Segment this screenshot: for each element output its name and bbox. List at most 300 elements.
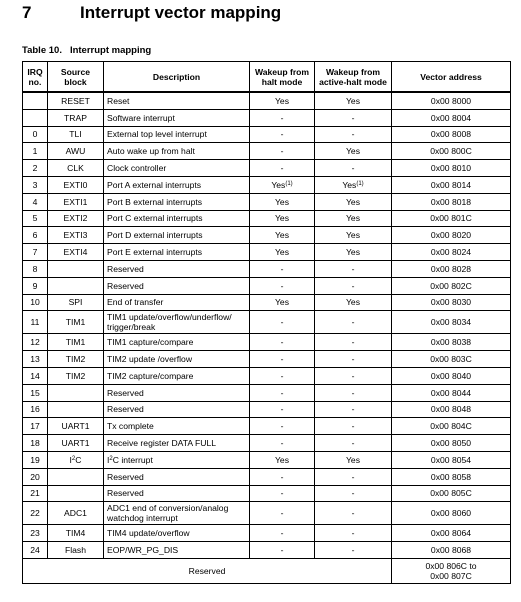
description-cell-text: TIM4 update/overflow — [107, 528, 190, 539]
irq-number-cell-text: 1 — [32, 146, 38, 157]
source-block-cell-text: RESET — [61, 95, 90, 106]
irq-number-cell-text: 16 — [30, 404, 40, 415]
description-cell-text: EOP/WR_PG_DIS — [107, 545, 179, 556]
vector-address-cell — [392, 160, 511, 177]
description-cell-text-tail: C interrupt — [112, 454, 153, 465]
vector-address-cell — [392, 451, 511, 468]
description-cell-text: Port C external interrupts — [107, 213, 203, 224]
wakeup-halt-cell-text: - — [280, 354, 284, 365]
description-cell-text: Port E external interrupts — [107, 247, 203, 258]
source-block-cell-text: TRAP — [64, 112, 87, 123]
table-row — [23, 351, 511, 368]
vector-address-cell-text: 0x00 8044 — [430, 387, 472, 398]
wakeup-active-halt-cell-text: Yes — [342, 179, 357, 190]
wakeup-active-halt-cell-text: Yes — [345, 196, 361, 207]
wakeup-active-halt-cell-text: Yes — [345, 213, 361, 224]
wakeup-halt-cell-text: Yes — [271, 179, 286, 190]
wakeup-halt-cell-text: - — [280, 438, 284, 449]
source-block-cell-text: SPI — [68, 297, 83, 308]
wakeup-halt-cell — [250, 525, 315, 542]
table-row — [23, 244, 511, 261]
vector-address-cell — [392, 334, 511, 351]
wakeup-active-halt-cell — [315, 210, 392, 227]
vector-address-cell-text: 0x00 8058 — [430, 471, 472, 482]
vector-address-cell-text: 0x00 803C — [430, 354, 472, 365]
vector-address-cell — [392, 260, 511, 277]
source-block-cell-text: TIM1 — [65, 317, 86, 328]
irq-number-cell — [23, 143, 48, 160]
description-cell — [104, 92, 250, 109]
wakeup-active-halt-cell-text: - — [351, 112, 355, 123]
description-cell — [104, 294, 250, 311]
wakeup-active-halt-cell — [315, 294, 392, 311]
description-cell — [104, 244, 250, 261]
description-cell-text: Reserved — [107, 471, 144, 482]
wakeup-halt-cell-text: - — [280, 163, 284, 174]
irq-number-cell-text: 9 — [32, 280, 38, 291]
wakeup-halt-cell-text: - — [280, 545, 284, 556]
wakeup-halt-cell — [250, 176, 315, 193]
table-row — [23, 418, 511, 435]
vector-address-cell — [392, 193, 511, 210]
reserved-range-vector-start: 0x00 806C to — [425, 560, 477, 571]
table-row — [23, 109, 511, 126]
table-row — [23, 277, 511, 294]
irq-number-cell-text: 22 — [30, 508, 40, 519]
vector-address-cell — [392, 502, 511, 525]
description-cell-text: End of transfer — [107, 297, 164, 308]
wakeup-halt-cell-text: - — [280, 146, 284, 157]
wakeup-halt-cell — [250, 334, 315, 351]
description-cell-text: Receive register DATA FULL — [107, 438, 217, 449]
description-cell-text: Port B external interrupts — [107, 196, 203, 207]
source-block-cell — [48, 311, 104, 334]
wakeup-active-halt-cell-text: - — [351, 545, 355, 556]
source-block-cell — [48, 435, 104, 452]
description-cell — [104, 160, 250, 177]
wakeup-active-halt-cell-text: - — [351, 280, 355, 291]
irq-number-cell-text: 23 — [30, 528, 40, 539]
vector-address-cell-text: 0x00 8018 — [430, 196, 472, 207]
source-block-cell — [48, 160, 104, 177]
source-block-cell-text: TLI — [69, 129, 82, 140]
wakeup-active-halt-cell-text: - — [351, 528, 355, 539]
wakeup-halt-cell-text: Yes — [274, 213, 290, 224]
irq-number-cell — [23, 126, 48, 143]
wakeup-active-halt-cell — [315, 351, 392, 368]
wakeup-halt-cell — [250, 384, 315, 401]
wakeup-halt-cell — [250, 485, 315, 502]
vector-address-cell — [392, 435, 511, 452]
vector-address-cell-text: 0x00 8040 — [430, 370, 472, 381]
wakeup-halt-cell-text: - — [280, 280, 284, 291]
vector-address-cell — [392, 244, 511, 261]
vector-address-cell-text: 0x00 804C — [430, 421, 472, 432]
irq-number-cell-text: 3 — [32, 179, 38, 190]
source-block-cell-text: CLK — [67, 163, 84, 174]
source-block-cell-text: EXTI3 — [63, 230, 88, 241]
source-block-cell-text: I — [69, 454, 72, 465]
wakeup-active-halt-cell — [315, 160, 392, 177]
wakeup-active-halt-cell — [315, 227, 392, 244]
irq-number-cell-text: 18 — [30, 438, 40, 449]
source-block-cell — [48, 502, 104, 525]
section-title: Interrupt vector mapping — [80, 3, 282, 22]
source-block-cell — [48, 418, 104, 435]
table-row — [23, 92, 511, 109]
vector-address-cell — [392, 294, 511, 311]
vector-address-cell — [392, 311, 511, 334]
description-cell — [104, 502, 250, 525]
description-cell-text: Auto wake up from halt — [107, 146, 195, 157]
irq-number-cell — [23, 384, 48, 401]
source-block-cell-text: EXTI0 — [63, 179, 88, 190]
header-source-block: Source block — [48, 62, 104, 93]
header-wakeup-active-halt: Wakeup from active-halt mode — [315, 62, 392, 93]
source-block-cell — [48, 294, 104, 311]
description-cell-superscript: 2 — [109, 455, 113, 462]
wakeup-active-halt-cell-text: - — [351, 438, 355, 449]
description-cell-text: TIM2 capture/compare — [107, 370, 194, 381]
vector-address-cell-text: 0x00 8028 — [430, 263, 472, 274]
wakeup-halt-cell — [250, 401, 315, 418]
irq-number-cell-text: 6 — [32, 230, 38, 241]
wakeup-halt-cell-text: - — [280, 488, 284, 499]
vector-address-cell — [392, 227, 511, 244]
wakeup-active-halt-cell — [315, 401, 392, 418]
wakeup-halt-cell-text: - — [280, 263, 284, 274]
irq-number-cell — [23, 210, 48, 227]
irq-number-cell-text: 15 — [30, 387, 40, 398]
source-block-cell — [48, 485, 104, 502]
description-cell — [104, 367, 250, 384]
description-cell-text: ADC1 end of conversion/analog watchdog interrupt — [107, 503, 229, 524]
reserved-range-vector — [392, 558, 511, 583]
source-block-cell — [48, 451, 104, 468]
source-block-cell — [48, 109, 104, 126]
table-row — [23, 451, 511, 468]
irq-number-cell — [23, 260, 48, 277]
table-row — [23, 502, 511, 525]
source-block-cell — [48, 334, 104, 351]
wakeup-active-halt-cell — [315, 418, 392, 435]
description-cell-text: I — [107, 454, 110, 465]
source-block-cell-text: AWU — [65, 146, 86, 157]
description-cell-text: Reset — [107, 95, 130, 106]
source-block-cell — [48, 384, 104, 401]
header-description: Description — [104, 62, 250, 93]
vector-address-cell — [392, 485, 511, 502]
wakeup-halt-cell — [250, 311, 315, 334]
wakeup-halt-cell — [250, 227, 315, 244]
description-cell — [104, 227, 250, 244]
table-caption-label: Table 10. — [22, 45, 62, 56]
source-block-cell-superscript: 2 — [71, 455, 76, 462]
wakeup-active-halt-cell-text: Yes — [345, 247, 361, 258]
vector-address-cell-text: 0x00 8000 — [430, 95, 472, 106]
vector-address-cell-text: 0x00 8020 — [430, 230, 472, 241]
description-cell-text: Reserved — [107, 263, 144, 274]
description-cell — [104, 143, 250, 160]
wakeup-halt-cell-text: - — [280, 471, 284, 482]
table-row — [23, 542, 511, 559]
wakeup-active-halt-cell — [315, 260, 392, 277]
table-row — [23, 210, 511, 227]
irq-number-cell-text: 10 — [30, 297, 40, 308]
description-cell-text: External top level interrupt — [107, 129, 207, 140]
wakeup-active-halt-cell — [315, 525, 392, 542]
source-block-cell — [48, 468, 104, 485]
vector-address-cell-text: 0x00 8024 — [430, 247, 472, 258]
irq-number-cell — [23, 109, 48, 126]
source-block-cell-text-tail: C — [75, 454, 82, 465]
vector-address-cell — [392, 418, 511, 435]
irq-number-cell-text: 7 — [32, 247, 38, 258]
wakeup-active-halt-cell — [315, 485, 392, 502]
vector-address-cell-text: 0x00 8068 — [430, 545, 472, 556]
irq-number-cell-text: 5 — [32, 213, 38, 224]
vector-address-cell-text: 0x00 8030 — [430, 297, 472, 308]
table-row — [23, 435, 511, 452]
interrupt-mapping-table — [22, 61, 511, 584]
wakeup-halt-cell-text: - — [280, 112, 284, 123]
description-cell-text: Tx complete — [107, 421, 154, 432]
description-cell — [104, 334, 250, 351]
wakeup-halt-cell — [250, 418, 315, 435]
table-row — [23, 334, 511, 351]
description-cell — [104, 277, 250, 294]
irq-number-cell-text: 20 — [30, 471, 40, 482]
vector-address-cell — [392, 525, 511, 542]
description-cell-text: Port A external interrupts — [107, 179, 202, 190]
table-header-row — [23, 62, 511, 93]
description-cell — [104, 210, 250, 227]
description-cell-text: Port D external interrupts — [107, 230, 203, 241]
table-row — [23, 468, 511, 485]
wakeup-active-halt-cell — [315, 176, 392, 193]
source-block-cell — [48, 143, 104, 160]
vector-address-cell-text: 0x00 8034 — [430, 317, 472, 328]
table-row-reserved-range — [23, 558, 511, 583]
vector-address-cell-text: 0x00 800C — [430, 146, 472, 157]
source-block-cell-text: EXTI2 — [63, 213, 88, 224]
wakeup-active-halt-cell-text: Yes — [345, 230, 361, 241]
irq-number-cell — [23, 418, 48, 435]
wakeup-active-halt-cell-text: - — [351, 404, 355, 415]
description-cell-text: Software interrupt — [107, 112, 175, 123]
wakeup-halt-cell-text: Yes — [274, 95, 290, 106]
vector-address-cell — [392, 367, 511, 384]
irq-number-cell — [23, 451, 48, 468]
irq-number-cell — [23, 334, 48, 351]
wakeup-halt-cell — [250, 435, 315, 452]
source-block-cell — [48, 193, 104, 210]
description-cell — [104, 311, 250, 334]
wakeup-halt-cell-text: - — [280, 370, 284, 381]
wakeup-halt-cell-text: Yes — [274, 230, 290, 241]
vector-address-cell-text: 0x00 8054 — [430, 454, 472, 465]
wakeup-halt-cell — [250, 109, 315, 126]
wakeup-halt-cell — [250, 277, 315, 294]
wakeup-halt-cell — [250, 210, 315, 227]
wakeup-active-halt-cell-text: - — [351, 471, 355, 482]
table-row — [23, 311, 511, 334]
wakeup-active-halt-cell — [315, 367, 392, 384]
description-cell — [104, 401, 250, 418]
vector-address-cell-text: 0x00 8010 — [430, 163, 472, 174]
wakeup-active-halt-cell — [315, 542, 392, 559]
wakeup-halt-cell — [250, 468, 315, 485]
header-wakeup-halt: Wakeup from halt mode — [250, 62, 315, 93]
source-block-cell — [48, 525, 104, 542]
wakeup-halt-cell-text: Yes — [274, 196, 290, 207]
wakeup-halt-cell-text: - — [280, 421, 284, 432]
table-row — [23, 193, 511, 210]
wakeup-active-halt-cell-text: - — [351, 263, 355, 274]
description-cell — [104, 126, 250, 143]
table-row — [23, 485, 511, 502]
irq-number-cell — [23, 277, 48, 294]
description-cell — [104, 176, 250, 193]
source-block-cell-text: TIM4 — [65, 528, 86, 539]
source-block-cell — [48, 367, 104, 384]
source-block-cell-text: Flash — [64, 545, 86, 556]
description-cell — [104, 435, 250, 452]
description-cell — [104, 260, 250, 277]
vector-address-cell — [392, 351, 511, 368]
description-cell — [104, 485, 250, 502]
description-cell-text: Clock controller — [107, 163, 167, 174]
wakeup-halt-cell-text: - — [280, 317, 284, 328]
wakeup-halt-cell — [250, 542, 315, 559]
description-cell-text: TIM1 capture/compare — [107, 337, 194, 348]
table-row — [23, 367, 511, 384]
vector-address-cell-text: 0x00 8014 — [430, 179, 472, 190]
vector-address-cell — [392, 109, 511, 126]
description-cell — [104, 451, 250, 468]
irq-number-cell — [23, 401, 48, 418]
source-block-cell — [48, 92, 104, 109]
irq-number-cell — [23, 160, 48, 177]
wakeup-halt-cell-text: - — [280, 528, 284, 539]
wakeup-halt-cell-text: Yes — [274, 297, 290, 308]
wakeup-active-halt-cell-text: - — [351, 508, 355, 519]
irq-number-cell — [23, 468, 48, 485]
irq-number-cell — [23, 435, 48, 452]
wakeup-halt-cell — [250, 351, 315, 368]
table-row — [23, 227, 511, 244]
table-body — [23, 92, 511, 558]
description-cell — [104, 193, 250, 210]
table-row — [23, 143, 511, 160]
source-block-cell-text: ADC1 — [64, 508, 87, 519]
irq-number-cell — [23, 176, 48, 193]
irq-number-cell-text: 11 — [30, 317, 40, 328]
source-block-cell-text: EXTI1 — [63, 196, 88, 207]
wakeup-active-halt-cell-text: Yes — [345, 146, 361, 157]
wakeup-active-halt-cell — [315, 311, 392, 334]
source-block-cell — [48, 126, 104, 143]
wakeup-halt-cell — [250, 126, 315, 143]
wakeup-active-halt-cell — [315, 92, 392, 109]
vector-address-cell-text: 0x00 805C — [430, 488, 472, 499]
wakeup-active-halt-cell-text: Yes — [345, 297, 361, 308]
wakeup-halt-cell — [250, 502, 315, 525]
vector-address-cell — [392, 542, 511, 559]
vector-address-cell — [392, 143, 511, 160]
table-row — [23, 160, 511, 177]
wakeup-active-halt-cell-text: Yes — [345, 454, 361, 465]
wakeup-halt-cell-text: - — [280, 387, 284, 398]
wakeup-halt-cell-text: - — [280, 508, 284, 519]
table-caption — [22, 45, 151, 56]
wakeup-active-halt-cell — [315, 468, 392, 485]
wakeup-halt-cell — [250, 367, 315, 384]
table-caption-title: Interrupt mapping — [69, 45, 152, 56]
irq-number-cell-text: 2 — [32, 163, 38, 174]
source-block-cell — [48, 176, 104, 193]
vector-address-cell-text: 0x00 8048 — [430, 404, 472, 415]
description-cell — [104, 525, 250, 542]
description-cell — [104, 351, 250, 368]
source-block-cell-text: UART1 — [61, 438, 90, 449]
irq-number-cell-text: 8 — [32, 263, 38, 274]
wakeup-halt-cell-text: - — [280, 337, 284, 348]
vector-address-cell-text: 0x00 8004 — [430, 112, 472, 123]
wakeup-active-halt-cell — [315, 193, 392, 210]
source-block-cell-text: TIM2 — [65, 354, 86, 365]
table-row — [23, 525, 511, 542]
irq-number-cell-text: 12 — [30, 337, 40, 348]
vector-address-cell — [392, 92, 511, 109]
irq-number-cell — [23, 367, 48, 384]
source-block-cell — [48, 351, 104, 368]
description-cell-text: TIM1 update/overflow/underflow/ trigger/break — [107, 312, 232, 333]
reserved-range-vector-end: 0x00 807C — [430, 570, 472, 581]
description-cell-text: Reserved — [107, 387, 144, 398]
source-block-cell — [48, 401, 104, 418]
description-cell — [104, 468, 250, 485]
wakeup-halt-cell — [250, 294, 315, 311]
irq-number-cell — [23, 525, 48, 542]
wakeup-active-halt-cell-text: - — [351, 387, 355, 398]
wakeup-halt-cell — [250, 244, 315, 261]
irq-number-cell — [23, 351, 48, 368]
irq-number-cell — [23, 92, 48, 109]
source-block-cell — [48, 210, 104, 227]
description-cell — [104, 418, 250, 435]
vector-address-cell — [392, 468, 511, 485]
wakeup-halt-cell — [250, 160, 315, 177]
irq-number-cell — [23, 542, 48, 559]
irq-number-cell-text: 19 — [30, 454, 40, 465]
wakeup-active-halt-cell — [315, 126, 392, 143]
description-cell — [104, 542, 250, 559]
wakeup-active-halt-cell — [315, 109, 392, 126]
table-row — [23, 384, 511, 401]
vector-address-cell-text: 0x00 801C — [430, 213, 472, 224]
wakeup-halt-cell-text: Yes — [274, 454, 290, 465]
vector-address-cell-text: 0x00 8050 — [430, 438, 472, 449]
vector-address-cell — [392, 277, 511, 294]
description-cell-text: Reserved — [107, 280, 144, 291]
wakeup-halt-cell — [250, 451, 315, 468]
vector-address-cell — [392, 384, 511, 401]
vector-address-cell — [392, 401, 511, 418]
wakeup-active-halt-cell — [315, 277, 392, 294]
source-block-cell — [48, 260, 104, 277]
wakeup-halt-cell — [250, 92, 315, 109]
